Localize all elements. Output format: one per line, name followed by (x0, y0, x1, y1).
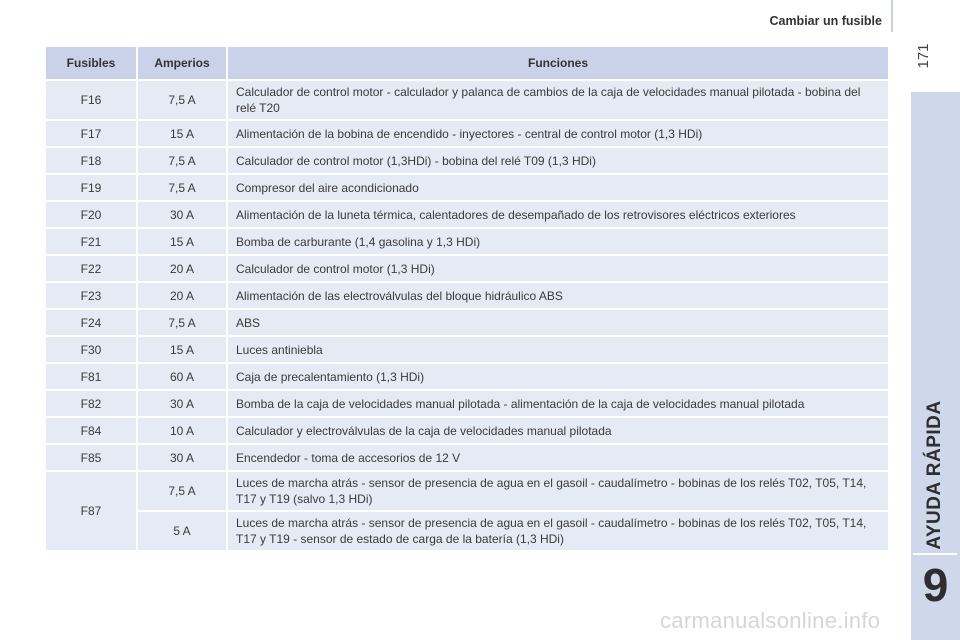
column-header-functions: Funciones (228, 47, 888, 81)
column-header-fuses: Fusibles (46, 47, 138, 81)
fuse-amperage: 15 A (138, 229, 228, 256)
fuse-function: Calculador de control motor (1,3HDi) - bobina del relé T09 (1,3 HDi) (228, 148, 888, 175)
fuse-id: F19 (46, 175, 138, 202)
fuse-id: F87 (46, 472, 138, 552)
fuse-id: F23 (46, 283, 138, 310)
chapter-number: 9 (922, 559, 949, 611)
fuse-function: Alimentación de la luneta térmica, calentadores de desempañado de los retrovisores eléctricos exteriores (228, 202, 888, 229)
fuse-id: F21 (46, 229, 138, 256)
section-title: AYUDA RÁPIDA (924, 400, 945, 550)
fuse-amperage: 15 A (138, 121, 228, 148)
fuse-function: Compresor del aire acondicionado (228, 175, 888, 202)
fuse-function: Calculador y electroválvulas de la caja de velocidades manual pilotada (228, 418, 888, 445)
table-row (46, 121, 888, 148)
fuse-function: ABS (228, 310, 888, 337)
table-row (46, 81, 888, 121)
fuse-table (46, 47, 888, 552)
fuse-table-body (46, 81, 888, 552)
watermark: carmanualsonline.info (660, 608, 881, 633)
table-row (46, 445, 888, 472)
fuse-function: Bomba de la caja de velocidades manual pilotada - alimentación de la caja de velocidades manual pilotada (228, 391, 888, 418)
table-header-row (46, 47, 888, 81)
table-row (46, 283, 888, 310)
chapter-side-band (911, 92, 960, 640)
fuse-function: Calculador de control motor (1,3 HDi) (228, 256, 888, 283)
table-row (46, 202, 888, 229)
table-row (46, 175, 888, 202)
fuse-amperage: 7,5 A (138, 81, 228, 121)
header-divider (891, 0, 893, 32)
table-row (46, 472, 888, 512)
section-divider (913, 553, 957, 555)
fuse-id: F16 (46, 81, 138, 121)
fuse-amperage: 30 A (138, 391, 228, 418)
table-row (46, 337, 888, 364)
table-row (46, 310, 888, 337)
fuse-amperage: 7,5 A (138, 175, 228, 202)
fuse-function: Encendedor - toma de accesorios de 12 V (228, 445, 888, 472)
page-number: 171 (914, 43, 932, 69)
fuse-id: F18 (46, 148, 138, 175)
fuse-function: Caja de precalentamiento (1,3 HDi) (228, 364, 888, 391)
fuse-id: F85 (46, 445, 138, 472)
fuse-function: Alimentación de la bobina de encendido - inyectores - central de control motor (1,3 HDi) (228, 121, 888, 148)
fuse-function: Luces de marcha atrás - sensor de presencia de agua en el gasoil - caudalímetro - bobinas de los relés T02, T05, T14, T17 y T19 (salvo 1,3 HDi) (228, 472, 888, 512)
table-row (46, 391, 888, 418)
table-row (46, 229, 888, 256)
fuse-amperage: 5 A (138, 512, 228, 552)
table-row (46, 364, 888, 391)
fuse-function: Luces antiniebla (228, 337, 888, 364)
fuse-id: F82 (46, 391, 138, 418)
fuse-amperage: 15 A (138, 337, 228, 364)
fuse-amperage: 30 A (138, 445, 228, 472)
fuse-amperage: 7,5 A (138, 148, 228, 175)
fuse-id: F17 (46, 121, 138, 148)
fuse-id: F22 (46, 256, 138, 283)
fuse-function: Calculador de control motor - calculador y palanca de cambios de la caja de velocidades manual pilotada - bobina del relé T20 (228, 81, 888, 121)
column-header-amps: Amperios (138, 47, 228, 81)
fuse-function: Luces de marcha atrás - sensor de presencia de agua en el gasoil - caudalímetro - bobinas de los relés T02, T05, T14, T17 y T19 - sensor de estado de carga de la batería (1,3 HDi) (228, 512, 888, 552)
fuse-id: F84 (46, 418, 138, 445)
fuse-id: F24 (46, 310, 138, 337)
page-header-title: Cambiar un fusible (769, 14, 882, 28)
fuse-id: F30 (46, 337, 138, 364)
fuse-amperage: 30 A (138, 202, 228, 229)
fuse-amperage: 10 A (138, 418, 228, 445)
fuse-amperage: 20 A (138, 283, 228, 310)
fuse-amperage: 20 A (138, 256, 228, 283)
table-row (46, 512, 888, 552)
table-row (46, 148, 888, 175)
table-row (46, 418, 888, 445)
table-row (46, 256, 888, 283)
fuse-amperage: 7,5 A (138, 310, 228, 337)
fuse-amperage: 7,5 A (138, 472, 228, 512)
fuse-function: Bomba de carburante (1,4 gasolina y 1,3 HDi) (228, 229, 888, 256)
fuse-id: F81 (46, 364, 138, 391)
fuse-amperage: 60 A (138, 364, 228, 391)
fuse-id: F20 (46, 202, 138, 229)
fuse-function: Alimentación de las electroválvulas del bloque hidráulico ABS (228, 283, 888, 310)
